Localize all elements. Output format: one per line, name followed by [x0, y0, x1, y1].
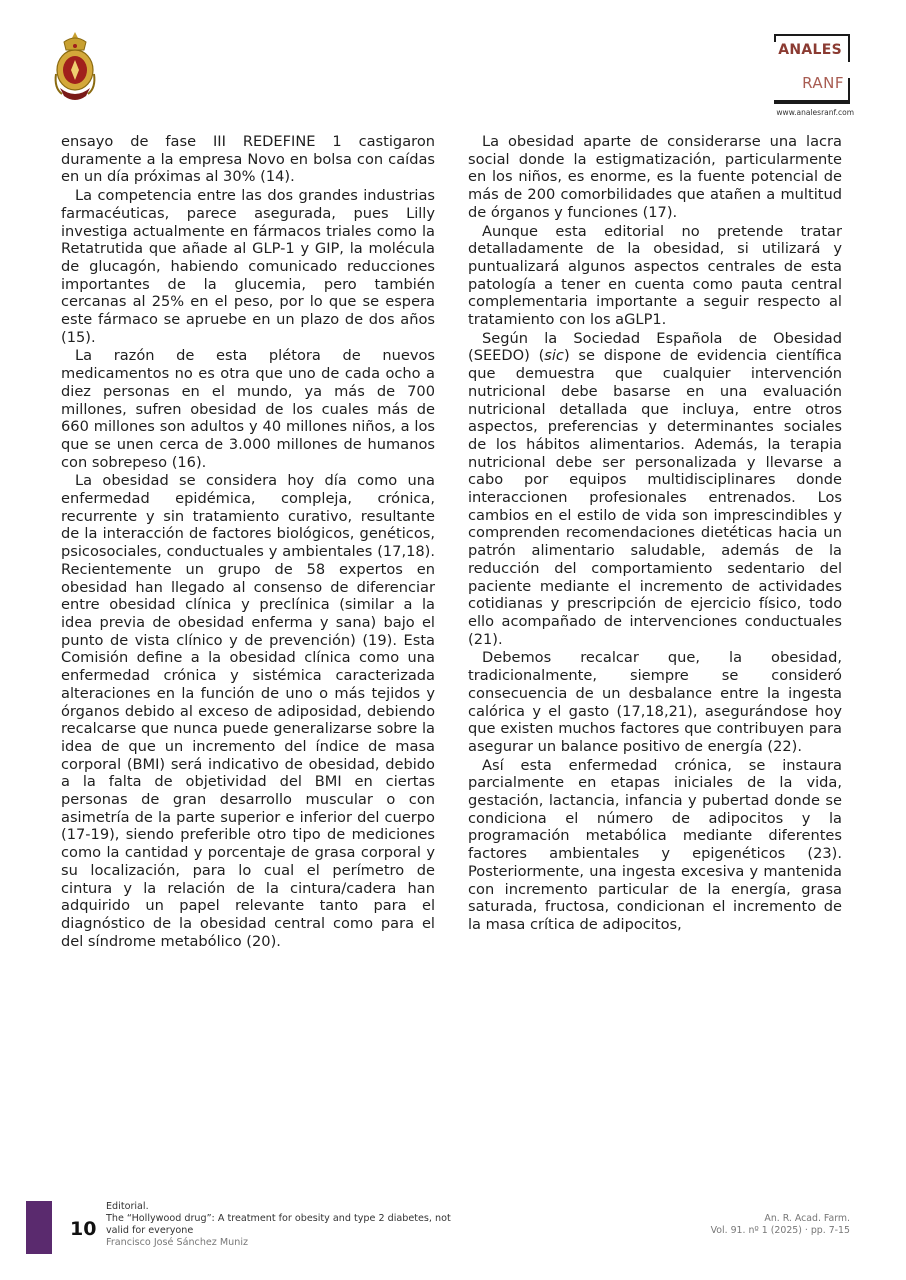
paragraph: La obesidad aparte de considerarse una lacra social donde la estigmatización, particularmente en los niños, es enorme, es la fuente potencial de más de 200 comorbilidades que atañen a multitud de órganos y funciones (17). [468, 133, 842, 221]
paragraph-seedo [468, 330, 842, 649]
academy-crest-icon [52, 30, 98, 108]
italic-sic: sic [544, 347, 564, 365]
paragraph: La obesidad se considera hoy día como una enfermedad epidémica, compleja, crónica, recurrente y sin tratamiento curativo, resultante de la interacción de factores biológicos, genéticos, psicosociales, conductuales y ambientales (17,18). Recientemente un grupo de 58 expertos en obesidad han llegado al consenso de diferenciar entre obesidad clínica y preclínica (similar a la idea previa de obesidad enferma y sana) bajo el punto de vista clínico y de prevención) (19). Esta Comisión define a la obesidad clínica como una enfermedad crónica y sistémica caracterizada alteraciones en la función de uno o más tejidos y órganos debido al exceso de adiposidad, debiendo recalcarse que nunca puede generalizarse sobre la idea de que un incremento del índice de masa corporal (BMI) será indicativo de obesidad, debido a la falta de objetividad del BMI en ciertas personas de gran desarrollo muscular o con asimetría de la parte superior e inferior del cuerpo (17-19), siendo preferible otro tipo de mediciones como la cantidad y porcentaje de grasa corporal y su localización, para lo cual el perímetro de cintura y la relación de la cintura/cadera han adquirido un papel relevante tanto para el diagnóstico de la obesidad central como para el del síndrome metabólico (20). [61, 472, 435, 950]
page-number: 10 [70, 1218, 97, 1240]
footer-author: Francisco José Sánchez Muniz [106, 1237, 249, 1248]
footer-volume: Vol. 91. nº 1 (2025) · pp. 7-15 [710, 1225, 850, 1236]
footer-journal [711, 1213, 850, 1237]
footer-citation [106, 1201, 466, 1249]
footer-color-bar [26, 1201, 52, 1254]
paragraph: ensayo de fase III REDEFINE 1 castigaron duramente a la empresa Novo en bolsa con caídas en un día próximas al 30% (14). [61, 133, 435, 186]
logo-anales: ANALES [778, 42, 842, 58]
right-column [468, 133, 842, 935]
footer-title: The “Hollywood drug”: A treatment for obesity and type 2 diabetes, not valid for everyone [106, 1213, 451, 1236]
footer-journal-name: An. R. Acad. Farm. [764, 1213, 850, 1224]
text-span: ) se dispone de evidencia científica que demuestra que cualquier intervención nutricional debe basarse en una evaluación nutricional detallada que incluya, entre otros aspectos, preferencias y determinantes sociales de los hábitos alimentarios. Además, la terapia nutricional debe ser personalizada y llevarse a cabo por equipos multidisciplinares donde interaccionen profesionales entrenados. Los cambios en el estilo de vida son imprescindibles y comprenden recomendaciones dietéticas hacia un patrón alimentario saludable, además de la reducción del comportamiento sedentario del paciente mediante el incremento de actividades cotidianas y prescripción de ejercicio físico, todo ello acompañado de intervenciones conductuales (21). [468, 347, 842, 648]
text-span: Según la Sociedad Española de Obesidad (SEEDO) ( [468, 329, 842, 365]
paragraph: La competencia entre las dos grandes industrias farmacéuticas, parece asegurada, pues Lilly investiga actualmente en fármacos triales como la Retatrutida que añade al GLP-1 y GIP, la molécula de glucagón, habiendo comunicado reducciones importantes de la glucemia, pero también cercanas al 25% en el peso, por lo que se espera este fármaco se apruebe en un plazo de dos años (15). [61, 187, 435, 346]
paragraph: Debemos recalcar que, la obesidad, tradicionalmente, siempre se consideró consecuencia de un desbalance entre la ingesta calórica y el gasto (17,18,21), asegurándose hoy que existen muchos factores que contribuyen para asegurar un balance positivo de energía (22). [468, 649, 842, 755]
footer-section: Editorial. [106, 1201, 149, 1212]
paragraph: Aunque esta editorial no pretende tratar detalladamente de la obesidad, si utilizará y puntualizará algunos aspectos centrales de esta patología a tener en cuenta como pauta central complementaria importante a seguir respecto al tratamiento con los aGLP1. [468, 222, 842, 329]
left-column [61, 133, 435, 951]
logo-ranf: RANF [802, 74, 844, 92]
journal-logo [738, 34, 854, 120]
paragraph: Así esta enfermedad crónica, se instaura parcialmente en etapas iniciales de la vida, gestación, lactancia, infancia y pubertad donde se condiciona el número de adipocitos y la programación metabólica mediante diferentes factores ambientales y epigenéticos (23). Posteriormente, una ingesta excesiva y mantenida con incremento particular de la energía, grasa saturada, fructosa, condicionan el incremento de la masa crítica de adipocitos, [468, 756, 842, 933]
paragraph: La razón de esta plétora de nuevos medicamentos no es otra que uno de cada ocho a diez personas en el mundo, ya más de 700 millones, sufren obesidad de los cuales más de 660 millones son adultos y 40 millones niños, a los que se unen cerca de 3.000 millones de humanos con sobrepeso (16). [61, 347, 435, 471]
journal-url: www.analesranf.com [776, 108, 854, 117]
